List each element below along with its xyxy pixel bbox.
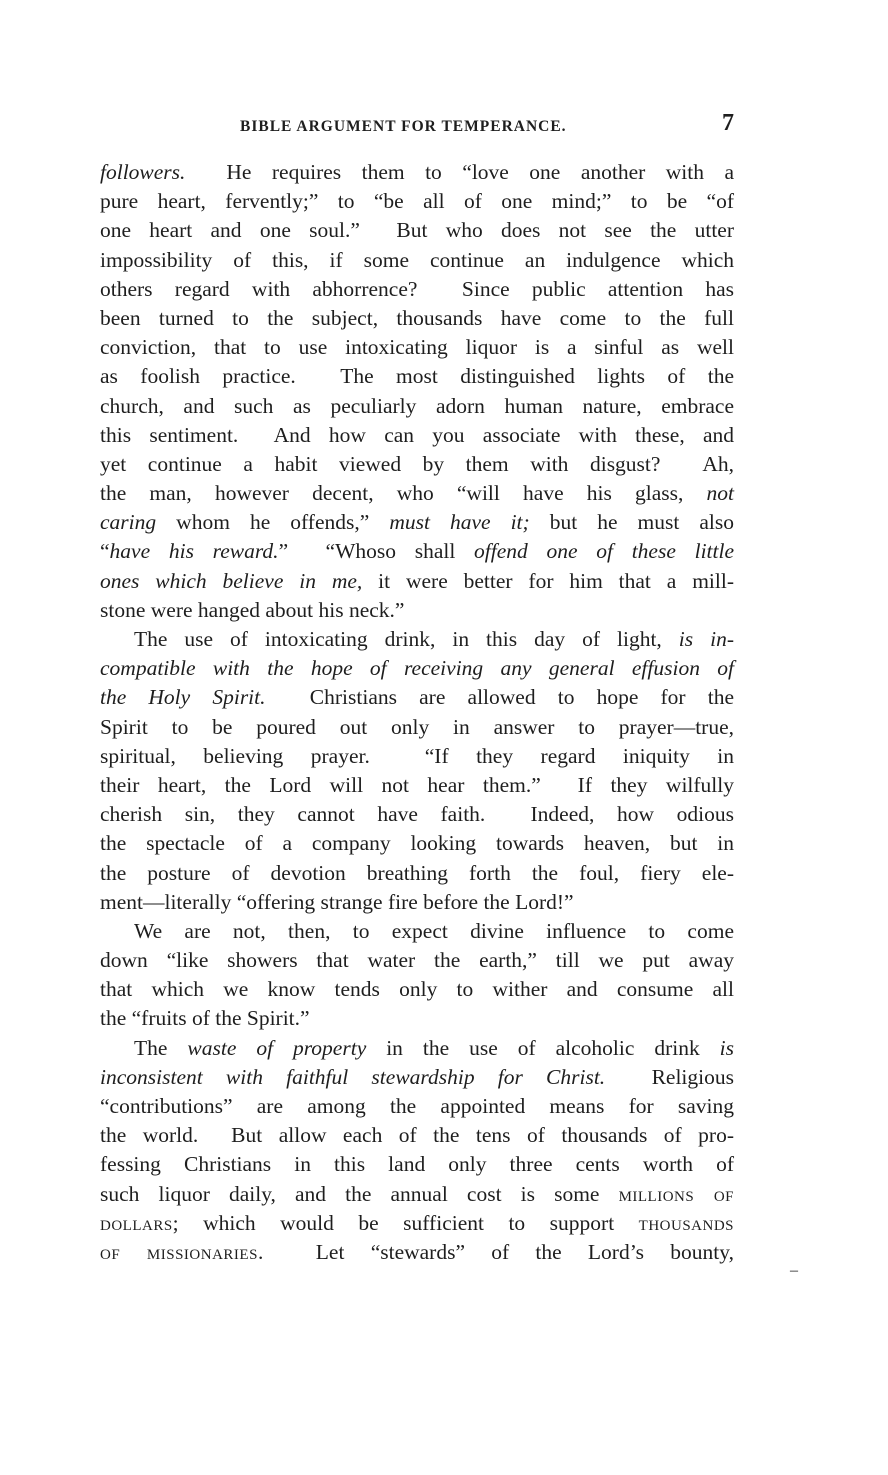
text-line: ment—literally “offering strange fire before the Lord!” xyxy=(100,889,574,914)
page-header xyxy=(100,110,740,144)
margin-mark: ‒ xyxy=(790,1262,798,1279)
text-line: the spectacle of a company looking towards heaven, but in xyxy=(100,831,734,856)
text-line: The use of intoxicating drink, in this day of light, is in- xyxy=(134,627,734,651)
text-line: fessing Christians in this land only three cents worth of xyxy=(100,1152,734,1177)
page-number: 7 xyxy=(722,110,734,136)
text-line: such liquor daily, and the annual cost is some millions of xyxy=(100,1181,734,1206)
text-line: dollars; which would be sufficient to support thousands xyxy=(100,1210,734,1235)
text-line: been turned to the subject, thousands have come to the full xyxy=(100,305,734,330)
text-line: conviction, that to use intoxicating liquor is a sinful as well xyxy=(100,335,734,360)
text-line: their heart, the Lord will not hear them.” If they wilfully xyxy=(100,772,734,797)
text-line: stone were hanged about his neck.” xyxy=(100,597,405,622)
text-line: compatible with the hope of receiving any general effusion of xyxy=(100,656,734,681)
text-line: others regard with abhorrence? Since public attention has xyxy=(100,276,734,301)
text-line: pure heart, fervently;” to “be all of one mind;” to be “of xyxy=(100,189,734,214)
text-line: inconsistent with faithful stewardship for Christ. Religious xyxy=(100,1064,734,1089)
text-line: the man, however decent, who “will have his glass, not xyxy=(100,481,734,506)
text-line: We are not, then, to expect divine influence to come xyxy=(134,918,734,943)
text-line: the Holy Spirit. Christians are allowed to hope for the xyxy=(100,685,734,710)
text-line: ones which believe in me, it were better for him that a mill- xyxy=(100,568,734,593)
body-text xyxy=(100,158,734,1267)
text-line: down “like showers that water the earth,” till we put away xyxy=(100,948,734,973)
text-line: church, and such as peculiarly adorn human nature, embrace xyxy=(100,393,734,418)
text-line: as foolish practice. The most distinguished lights of the xyxy=(100,364,734,389)
text-line: “have his reward.” “Whoso shall offend one of these little xyxy=(100,539,735,564)
text-line: followers. He requires them to “love one another with a xyxy=(100,160,734,184)
text-line: spiritual, believing prayer. “If they regard iniquity in xyxy=(100,743,734,768)
running-title: BIBLE ARGUMENT FOR TEMPERANCE. xyxy=(240,118,567,135)
text-line: one heart and one soul.” But who does not see the utter xyxy=(100,218,734,243)
text-line: cherish sin, they cannot have faith. Indeed, how odious xyxy=(100,802,734,827)
text-line: Spirit to be poured out only in answer to prayer—true, xyxy=(100,714,734,739)
text-line: yet continue a habit viewed by them with disgust? Ah, xyxy=(100,451,734,476)
text-line: The waste of property in the use of alcoholic drink is xyxy=(134,1035,734,1060)
text-line: that which we know tends only to wither and consume all xyxy=(100,977,734,1002)
text-line: the posture of devotion breathing forth the foul, fiery ele- xyxy=(100,860,734,885)
text-line: the world. But allow each of the tens of thousands of pro- xyxy=(100,1123,734,1148)
text-line: the “fruits of the Spirit.” xyxy=(100,1006,310,1031)
text-line: impossibility of this, if some continue an indulgence which xyxy=(100,247,734,272)
text-line: caring whom he offends,” must have it; but he must also xyxy=(100,510,735,535)
text-line: this sentiment. And how can you associate with these, and xyxy=(100,422,734,447)
text-line: of missionaries. Let “stewards” of the Lord’s bounty, xyxy=(100,1239,734,1264)
text-line: “contributions” are among the appointed means for saving xyxy=(100,1094,734,1118)
